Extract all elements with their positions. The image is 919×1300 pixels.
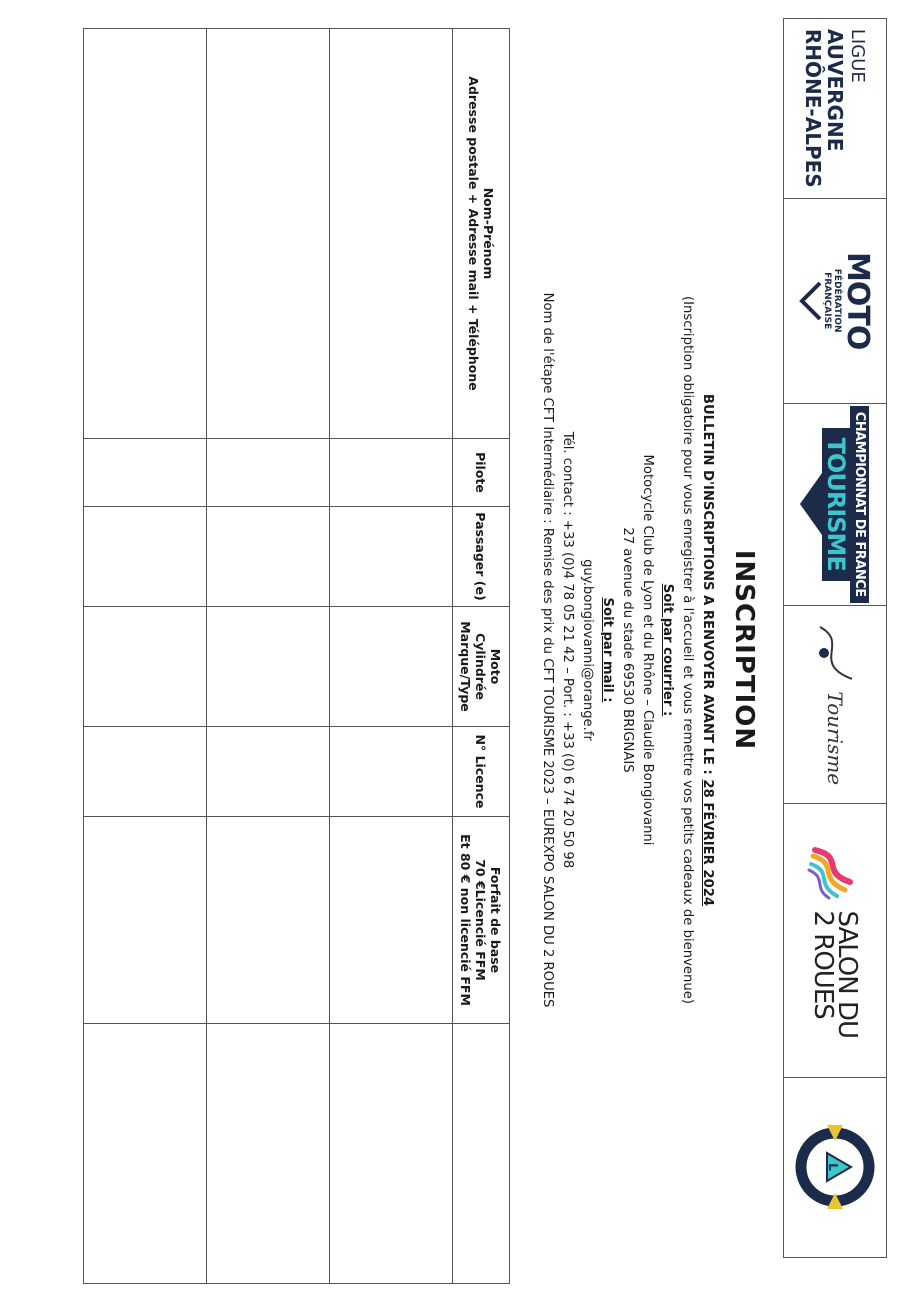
header-passager: Passager (e) xyxy=(453,507,510,607)
road-swoosh-icon xyxy=(810,623,860,683)
cell-moto[interactable] xyxy=(330,607,453,727)
header-blank xyxy=(453,1024,510,1284)
header-pilote: Pilote xyxy=(453,439,510,507)
cell-nom[interactable] xyxy=(207,29,330,439)
cell-nom[interactable] xyxy=(330,29,453,439)
deadline-date: 28 FÉVRIER 2024 xyxy=(700,779,715,907)
ffm-chevron-icon xyxy=(798,281,822,321)
cell-forfait[interactable] xyxy=(330,817,453,1024)
cell-passager[interactable] xyxy=(330,507,453,607)
cell-passager[interactable] xyxy=(84,507,207,607)
cell-licence[interactable] xyxy=(84,727,207,817)
salon-ribbon-icon xyxy=(805,842,865,902)
cell-licence[interactable] xyxy=(330,727,453,817)
courrier-address: 27 avenue du stade 69530 BRIGNAIS xyxy=(620,527,635,773)
courrier-name: Motocycle Club de Lyon et du Rhône – Claudie Bongiovanni xyxy=(640,454,655,846)
registration-info xyxy=(537,0,717,1300)
cell-passager[interactable] xyxy=(207,507,330,607)
etape-name: Nom de l'étape CFT Intermédiaire : Remise des prix du CFT TOURISME 2023 – EUREXPO SALON DU 2 ROUES xyxy=(540,292,555,1008)
contact-phone: Tél. contact : +33 (0)4 78 05 21 42 – Port. : +33 (0) 6 74 20 50 98 xyxy=(560,431,575,869)
motocycle-club-lyon-logo xyxy=(784,1078,886,1257)
cell-licence[interactable] xyxy=(207,727,330,817)
cell-forfait[interactable] xyxy=(84,817,207,1024)
cft-shield-icon xyxy=(801,469,823,539)
cell-nom[interactable] xyxy=(84,29,207,439)
table-row xyxy=(330,29,453,1284)
header-nom-prenom: Nom-Prénom Adresse postale + Adresse mail + Téléphone xyxy=(453,29,510,439)
header-forfait: Forfait de base 70 €Licencié FFM Et 80 € non licencié FFM xyxy=(453,817,510,1024)
cell-blank[interactable] xyxy=(84,1024,207,1284)
cell-pilote[interactable] xyxy=(84,439,207,507)
logo-strip xyxy=(783,18,887,1258)
cell-blank[interactable] xyxy=(207,1024,330,1284)
ffm-logo: MOTO FÉDÉRATION FRANÇAISE xyxy=(784,199,886,404)
bulletin-line: BULLETIN D'INSCRIPTIONS A RENVOYER AVANT LE : 28 FÉVRIER 2024 xyxy=(700,393,715,907)
table-header-row xyxy=(453,29,510,1284)
ligue-aura-logo xyxy=(784,19,886,199)
courrier-heading: Soit par courrier : xyxy=(660,583,675,717)
ligue-wordmark: LIGUE AUVERGNE RHÔNE-ALPES xyxy=(801,28,868,188)
cell-moto[interactable] xyxy=(84,607,207,727)
club-emblem-icon xyxy=(787,1119,883,1215)
tourisme-logo: Tourisme xyxy=(784,606,886,804)
mail-heading: Soit par mail : xyxy=(600,597,615,703)
header-moto: Moto Cylindrée Marque/Type xyxy=(453,607,510,727)
cell-forfait[interactable] xyxy=(207,817,330,1024)
cell-blank[interactable] xyxy=(330,1024,453,1284)
mail-address: guy.bongiovanni@orange.fr xyxy=(580,559,595,741)
table-row xyxy=(84,29,207,1284)
page-title: INSCRIPTION xyxy=(729,549,759,751)
cell-moto[interactable] xyxy=(207,607,330,727)
header-licence: N° Licence xyxy=(453,727,510,817)
registration-table xyxy=(83,28,510,1284)
cft-logo: CHAMPIONNAT DE FRANCE TOURISME xyxy=(784,404,886,606)
svg-text:L: L xyxy=(826,1163,840,1172)
cell-pilote[interactable] xyxy=(330,439,453,507)
table-row xyxy=(207,29,330,1284)
mandatory-note: (Inscription obligatoire pour vous enregistrer à l'accueil et vous remettre vos petits cadeaux de bienvenue) xyxy=(680,295,695,1005)
cell-pilote[interactable] xyxy=(207,439,330,507)
salon-du-2-roues-logo xyxy=(784,804,886,1078)
salon-wordmark: SALON DU 2 ROUES xyxy=(808,910,862,1039)
